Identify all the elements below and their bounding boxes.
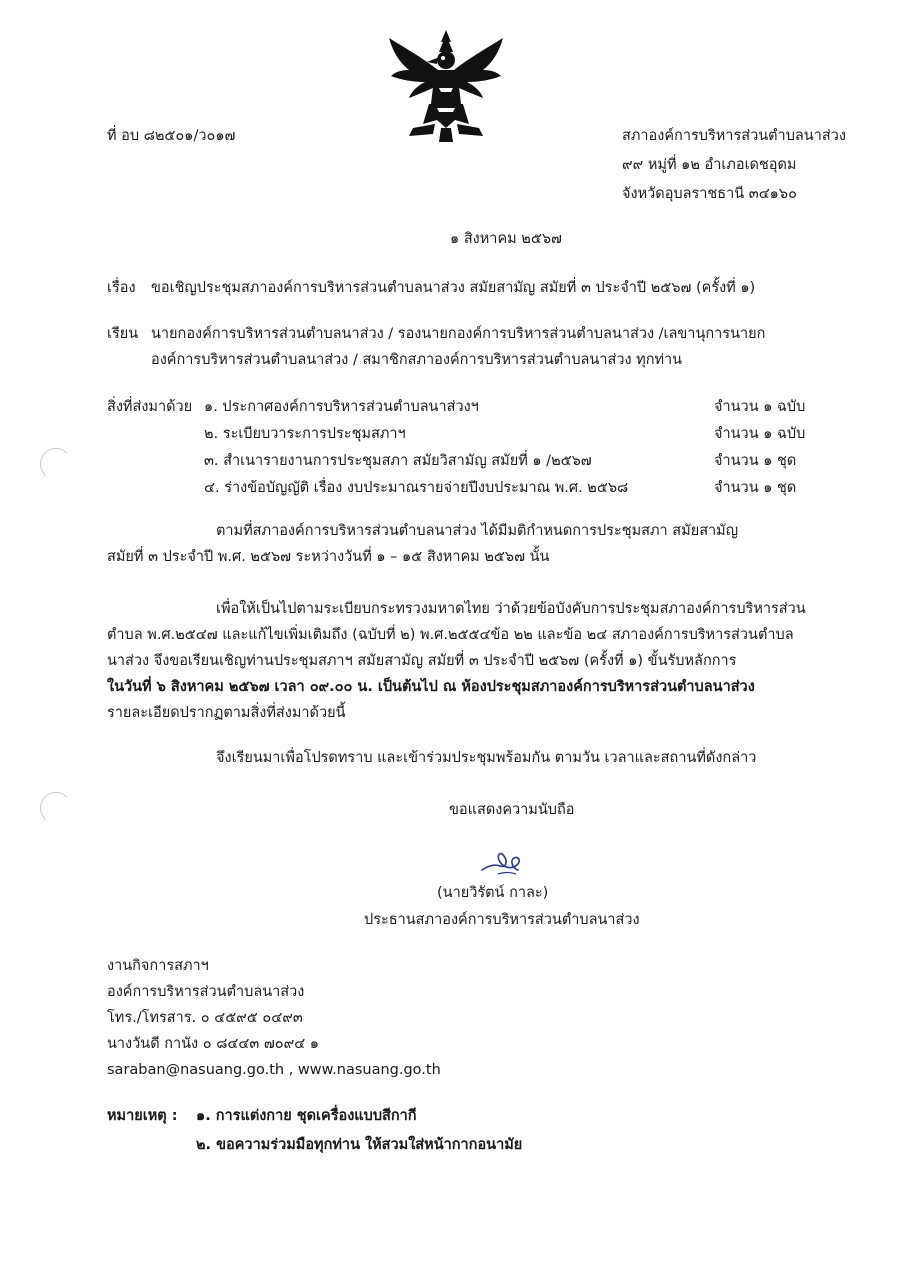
footer-organization: องค์การบริหารส่วนตำบลนาส่วง (107, 984, 305, 1000)
signer-title: ประธานสภาองค์การบริหารส่วนตำบลนาส่วง (364, 912, 640, 928)
punch-hole-mark-bottom (40, 792, 72, 824)
paragraph2-line2: ตำบล พ.ศ.๒๕๔๗ และแก้ไขเพิ่มเติมถึง (ฉบับที่ ๒) พ.ศ.๒๕๕๔ข้อ ๒๒ และข้อ ๒๔ สภาองค์การบริหารส่วนตำบล (107, 627, 794, 643)
footer-email-website: saraban@nasuang.go.th , www.nasuang.go.th (107, 1062, 441, 1078)
notes-item-1: ๑. การแต่งกาย ชุดเครื่องแบบสีกากี (196, 1108, 417, 1124)
punch-hole-mark-top (40, 448, 72, 480)
signer-name: (นายวิรัตน์ กาละ) (437, 885, 549, 901)
sender-address-line1: ๙๙ หมู่ที่ ๑๒ อำเภอเดชอุดม (622, 157, 797, 173)
paragraph3: จึงเรียนมาเพื่อโปรดทราบ และเข้าร่วมประชุมพร้อมกัน ตามวัน เวลาและสถานที่ดังกล่าว (216, 750, 757, 766)
enclosure-item-2: ๒. ระเบียบวาระการประชุมสภาฯ (204, 426, 406, 442)
sender-address-line2: จังหวัดอุบลราชธานี ๓๔๑๖๐ (622, 186, 797, 202)
footer-telephone: โทร./โทรสาร. ๐ ๔๕๙๕ ๐๔๙๓ (107, 1010, 303, 1026)
meeting-datetime-venue: ในวันที่ ๖ สิงหาคม ๒๕๖๗ เวลา ๐๙.๐๐ น. เป็นต้นไป ณ ห้องประชุมสภาองค์การบริหารส่วนตำบลนาส่วง (107, 679, 755, 695)
recipient-line1: นายกองค์การบริหารส่วนตำบลนาส่วง / รองนายกองค์การบริหารส่วนตำบลนาส่วง /เลขานุการนายก (151, 326, 766, 342)
enclosure-qty-4: จำนวน ๑ ชุด (714, 480, 797, 496)
enclosure-qty-3: จำนวน ๑ ชุด (714, 453, 797, 469)
enclosure-item-4: ๔. ร่างข้อบัญญัติ เรื่อง งบประมาณรายจ่ายปีงบประมาณ พ.ศ. ๒๕๖๘ (204, 480, 629, 496)
subject-text: ขอเชิญประชุมสภาองค์การบริหารส่วนตำบลนาส่วง สมัยสามัญ สมัยที่ ๓ ประจำปี ๒๕๖๗ (ครั้งที่ ๑) (151, 280, 756, 296)
enclosure-qty-2: จำนวน ๑ ฉบับ (714, 426, 806, 442)
enclosures-label: สิ่งที่ส่งมาด้วย (107, 399, 193, 415)
reference-number: ที่ อบ ๘๒๕๐๑/ว๐๑๗ (107, 128, 236, 144)
recipient-label: เรียน (107, 326, 139, 342)
paragraph1-line2: สมัยที่ ๓ ประจำปี พ.ศ. ๒๕๖๗ ระหว่างวันที่ ๑ – ๑๕ สิงหาคม ๒๕๖๗ นั้น (107, 549, 550, 565)
paragraph2-line1: เพื่อให้เป็นไปตามระเบียบกระทรวงมหาดไทย ว่าด้วยข้อบังคับการประชุมสภาองค์การบริหารส่วน (216, 601, 806, 617)
subject-label: เรื่อง (107, 280, 136, 296)
closing-text: ขอแสดงความนับถือ (449, 802, 575, 818)
paragraph2-line3: นาส่วง จึงขอเรียนเชิญท่านประชุมสภาฯ สมัยสามัญ สมัยที่ ๓ ประจำปี ๒๕๖๗ (ครั้งที่ ๑) ขั้นรับหลักการ (107, 653, 737, 669)
footer-mobile: นางวันดี กานัง ๐ ๘๔๔๓ ๗๐๙๔ ๑ (107, 1036, 320, 1052)
recipient-line2: องค์การบริหารส่วนตำบลนาส่วง / สมาชิกสภาองค์การบริหารส่วนตำบลนาส่วง ทุกท่าน (151, 352, 683, 368)
footer-department: งานกิจการสภาฯ (107, 958, 209, 974)
signature-mark (478, 844, 524, 878)
enclosure-item-3: ๓. สำเนารายงานการประชุมสภา สมัยวิสามัญ สมัยที่ ๑ /๒๕๖๗ (204, 453, 592, 469)
enclosure-qty-1: จำนวน ๑ ฉบับ (714, 399, 806, 415)
notes-label: หมายเหตุ : (107, 1108, 178, 1124)
garuda-emblem-icon (383, 28, 509, 144)
paragraph2-line5: รายละเอียดปรากฏตามสิ่งที่ส่งมาด้วยนี้ (107, 705, 346, 721)
sender-name: สภาองค์การบริหารส่วนตำบลนาส่วง (622, 128, 846, 144)
letter-date: ๑ สิงหาคม ๒๕๖๗ (450, 231, 562, 247)
paragraph1-line1: ตามที่สภาองค์การบริหารส่วนตำบลนาส่วง ได้มีมติกำหนดการประชุมสภา สมัยสามัญ (216, 523, 739, 539)
enclosure-item-1: ๑. ประกาศองค์การบริหารส่วนตำบลนาส่วงฯ (204, 399, 479, 415)
notes-item-2: ๒. ขอความร่วมมือทุกท่าน ให้สวมใส่หน้ากากอนามัย (196, 1137, 523, 1153)
